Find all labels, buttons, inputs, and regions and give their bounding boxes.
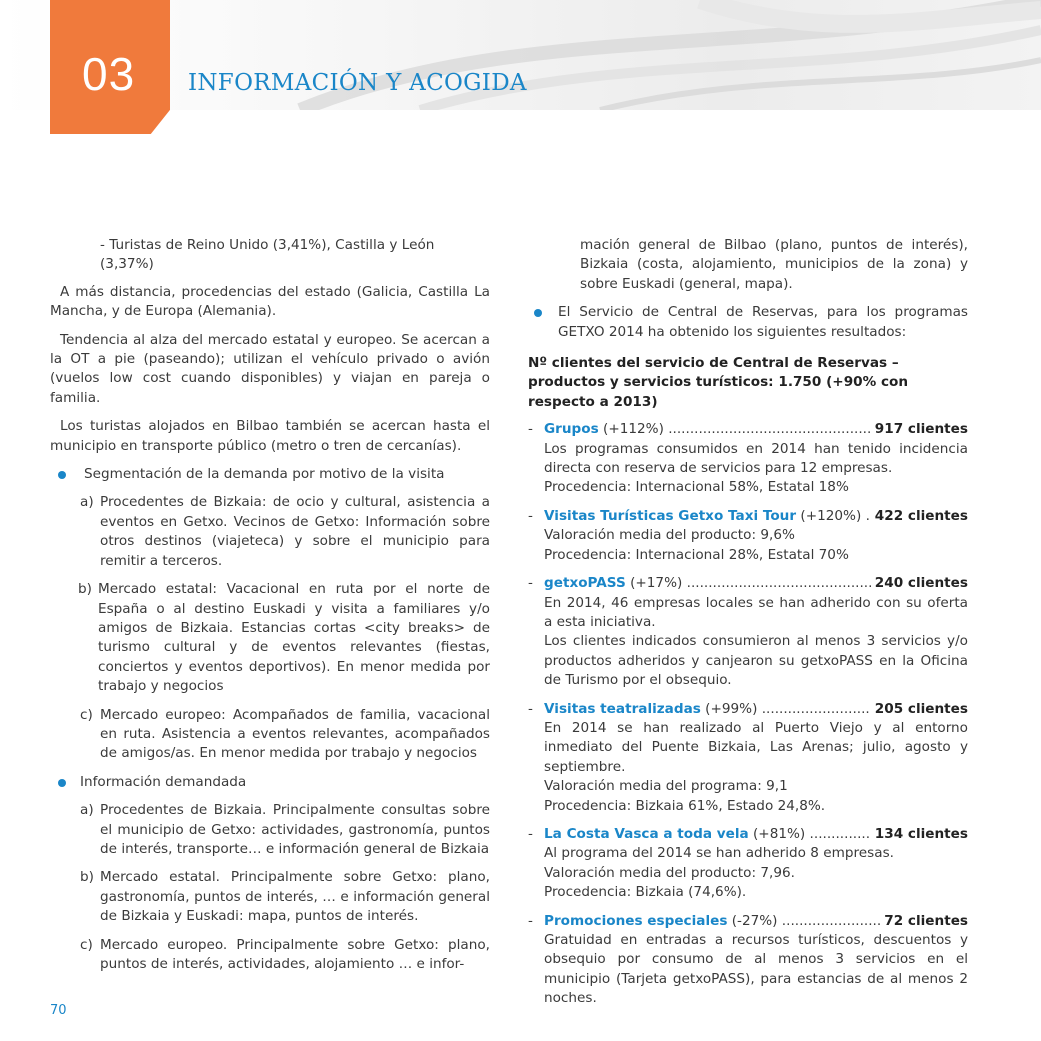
- item-percentage: (-27%): [727, 912, 778, 929]
- bullet-informacion: [50, 773, 490, 792]
- item-detail-line: Procedencia: Internacional 28%, Estatal 70%: [544, 546, 849, 563]
- item-detail-line: Los programas consumidos en 2014 han tenido incidencia directa con reserva de servicios para 12 empresas.: [544, 440, 968, 477]
- info-europeo: [50, 936, 490, 975]
- info-text: Mercado estatal. Principalmente sobre Getxo: plano, gastronomía, puntos de interés, … e información general de Bizkaia y Euskadi: mapa, puntos de interés.: [100, 869, 490, 925]
- item-detail-line: Los clientes indicados consumieron al menos 3 servicios y/o productos adheridos y canjearon su getxoPASS en la Oficina de Turismo por el obsequio.: [544, 633, 968, 689]
- item-title: Grupos: [544, 421, 599, 438]
- item-title: Visitas Turísticas Getxo Taxi Tour: [544, 507, 797, 524]
- list-marker: c): [80, 706, 93, 723]
- item-header: [544, 825, 968, 844]
- left-column: [50, 236, 490, 974]
- segment-europeo: [50, 706, 490, 764]
- chapter-number: 03: [82, 48, 136, 100]
- info-estatal: [50, 868, 490, 926]
- item-header: [544, 507, 968, 526]
- bullet-label: El Servicio de Central de Reservas, para los programas GETXO 2014 ha obtenido los siguientes resultados:: [558, 304, 968, 340]
- item-percentage: (+81%): [748, 825, 806, 842]
- result-item: [528, 507, 968, 565]
- result-item: [528, 420, 968, 498]
- item-dash: -: [528, 825, 533, 842]
- item-title: La Costa Vasca a toda vela: [544, 825, 749, 842]
- list-marker: a): [80, 494, 94, 511]
- item-header: [544, 574, 968, 593]
- item-clients: 917 clientes: [874, 421, 968, 438]
- item-dash: -: [528, 700, 533, 717]
- item-percentage: (+17%): [625, 575, 683, 592]
- chapter-title: INFORMACIÓN Y ACOGIDA: [188, 70, 527, 96]
- item-dash: -: [528, 912, 533, 929]
- item-title: Visitas teatralizadas: [544, 700, 701, 717]
- segment-text: Mercado estatal: Vacacional en ruta por el norte de España o al destino Euskadi y visita a familiares y/o amigos de Bizkaia. Estancias cortas <city breaks> de turismo cultural y de eventos relevantes (fiestas, conciertos y eventos deportivos). En menor medida por trabajo y negocios: [98, 581, 490, 695]
- paragraph-continuation: mación general de Bilbao (plano, puntos de interés), Bizkaia (costa, alojamiento, municipios de la zona) y sobre Euskadi (general, mapa).: [580, 237, 968, 292]
- result-item: [528, 574, 968, 690]
- list-marker: a): [80, 802, 94, 819]
- item-detail-line: Valoración media del producto: 7,96.: [544, 864, 795, 881]
- bullet-label: Información demandada: [80, 773, 247, 790]
- bullet-dot-icon: [58, 779, 66, 787]
- item-detail-line: Procedencia: Bizkaia 61%, Estado 24,8%.: [544, 797, 826, 814]
- paragraph-tendencia: Tendencia al alza del mercado estatal y europeo. Se acercan a la OT a pie (paseando); utilizan el vehículo privado o avión (vuelos low cost cuando disponibles) y viajan en pareja o familia.: [50, 331, 490, 406]
- segment-estatal: [50, 580, 490, 696]
- list-marker: b): [80, 869, 94, 886]
- list-marker: c): [80, 936, 93, 953]
- item-percentage: (+120%): [796, 507, 862, 524]
- item-title-group: [544, 574, 871, 593]
- bullet-segmentacion: [50, 465, 490, 484]
- item-detail-line: En 2014, 46 empresas locales se han adherido con su oferta a esta iniciativa.: [544, 594, 968, 630]
- item-title-group: [544, 700, 871, 719]
- item-clients: 134 clientes: [874, 825, 968, 842]
- item-clients: 240 clientes: [874, 575, 968, 592]
- page-number: 70: [50, 1003, 67, 1018]
- section-heading: Nº clientes del servicio de Central de Reservas – productos y servicios turísticos: 1.750 (+90% con respecto a 2013): [528, 355, 909, 410]
- list-marker: b): [78, 581, 92, 598]
- result-item: [528, 825, 968, 903]
- info-text: Procedentes de Bizkaia. Principalmente consultas sobre el municipio de Getxo: actividades, gastronomía, puntos de interés, transporte… e información general de Bizkaia: [100, 802, 490, 857]
- item-percentage: (+99%): [700, 700, 758, 717]
- segment-text: Procedentes de Bizkaia: de ocio y cultural, asistencia a eventos en Getxo. Vecinos de Getxo: Información sobre otros destinos (viajeteca) y sobre el municipio para remitir a terceros.: [100, 494, 490, 569]
- item-detail-line: Procedencia: Internacional 58%, Estatal 18%: [544, 479, 849, 496]
- item-detail-line: Valoración media del producto: 9,6%: [544, 527, 795, 544]
- item-percentage: (+112%): [598, 421, 664, 438]
- item-title: Promociones especiales: [544, 912, 728, 929]
- paragraph-turistas: - Turistas de Reino Unido (3,41%), Castilla y León (3,37%): [100, 237, 435, 273]
- bullet-dot-icon: [534, 309, 542, 317]
- item-dash: -: [528, 421, 533, 438]
- item-title-group: [544, 420, 871, 439]
- info-text: Mercado europeo. Principalmente sobre Getxo: plano, puntos de interés, actividades, alojamiento … e infor-: [100, 936, 490, 972]
- item-detail-line: Al programa del 2014 se han adherido 8 empresas.: [544, 845, 894, 862]
- item-detail-line: Procedencia: Bizkaia (74,6%).: [544, 884, 747, 901]
- item-title: getxoPASS: [544, 575, 626, 592]
- paragraph-bilbao: Los turistas alojados en Bilbao también se acercan hasta el municipio en transporte público (metro o tren de cercanías).: [50, 418, 490, 454]
- item-clients: 422 clientes: [874, 507, 968, 524]
- bullet-central-reservas: [528, 303, 968, 342]
- result-item: [528, 912, 968, 1009]
- item-header: [544, 912, 968, 931]
- right-column: [528, 236, 968, 1018]
- item-detail-line: En 2014 se han realizado al Puerto Viejo y al entorno inmediato del Puente Bizkaia, Las Arenas; julio, agosto y septiembre.: [544, 719, 968, 775]
- paragraph-distancia: A más distancia, procedencias del estado (Galicia, Castilla La Mancha, y de Europa (Alemania).: [50, 283, 490, 320]
- item-clients: 205 clientes: [874, 700, 968, 717]
- item-header: [544, 420, 968, 439]
- item-header: [544, 700, 968, 719]
- item-title-group: [544, 507, 871, 526]
- item-dash: -: [528, 507, 533, 524]
- item-clients: 72 clientes: [884, 912, 968, 929]
- result-item: [528, 700, 968, 816]
- bullet-dot-icon: [58, 471, 66, 479]
- segment-bizkaia: [50, 493, 490, 571]
- item-title-group: [544, 912, 880, 931]
- results-list: [528, 420, 968, 1008]
- item-title-group: [544, 825, 871, 844]
- info-bizkaia: [50, 801, 490, 859]
- item-dash: -: [528, 575, 533, 592]
- item-detail-line: Gratuidad en entradas a recursos turísticos, descuentos y obsequio por consumo de al menos 3 servicios en el municipio (Tarjeta getxoPASS), para estancias de al menos 2 noches.: [544, 932, 968, 1007]
- segment-text: Mercado europeo: Acompañados de familia, vacacional en ruta. Asistencia a eventos relevantes, acompañados de amigos/as. En menor medida por trabajo y negocios: [100, 706, 490, 762]
- bullet-label: Segmentación de la demanda por motivo de la visita: [84, 466, 445, 483]
- item-detail-line: Valoración media del programa: 9,1: [544, 778, 788, 795]
